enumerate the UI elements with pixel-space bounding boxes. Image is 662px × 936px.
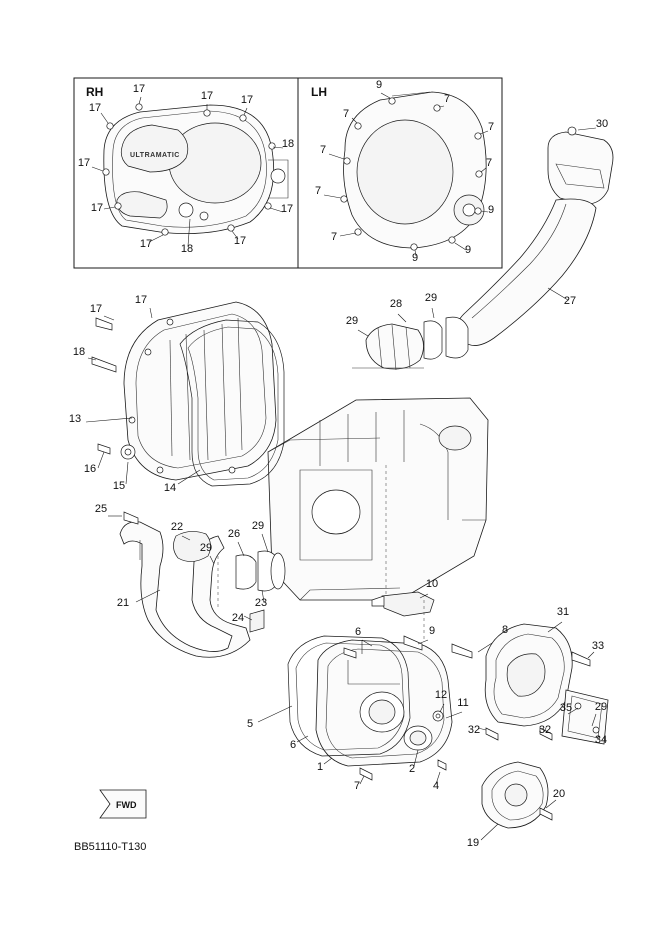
callout-17: 17 [280, 203, 294, 215]
callout-29: 29 [424, 292, 438, 304]
callout-7: 7 [314, 185, 322, 197]
fwd-arrow [100, 790, 146, 818]
callout-32: 32 [467, 724, 481, 736]
callout-7: 7 [485, 157, 493, 169]
part-code: BB51110-T130 [74, 841, 147, 853]
callout-11: 11 [457, 697, 469, 709]
callout-9: 9 [464, 244, 472, 256]
callout-32: 32 [538, 724, 552, 736]
callout-9: 9 [375, 79, 383, 91]
callout-2: 2 [408, 763, 416, 775]
lh-cover-boss [357, 120, 453, 224]
callout-5: 5 [246, 718, 254, 730]
callout-8: 8 [501, 624, 509, 636]
callout-6: 6 [289, 739, 297, 751]
rh-inset-illustration [92, 97, 288, 246]
fwd-label: FWD [116, 800, 137, 810]
callout-17: 17 [240, 94, 254, 106]
callout-9: 9 [428, 625, 436, 637]
intake-duct-assembly [108, 512, 285, 657]
callout-17: 17 [90, 202, 104, 214]
callout-35: 35 [559, 702, 573, 714]
inset-label-lh: LH [311, 85, 327, 99]
callout-28: 28 [389, 298, 403, 310]
callout-21: 21 [116, 597, 130, 609]
callout-12: 12 [434, 689, 448, 701]
callout-9: 9 [411, 252, 419, 264]
callout-7: 7 [353, 780, 361, 792]
callout-29: 29 [199, 542, 213, 554]
callout-16: 16 [83, 463, 97, 475]
callout-1: 1 [316, 761, 324, 773]
callout-9: 9 [487, 204, 495, 216]
callout-17: 17 [233, 235, 247, 247]
engine-case-outline [268, 398, 488, 600]
callout-17: 17 [200, 90, 214, 102]
callout-7: 7 [330, 231, 338, 243]
callout-18: 18 [281, 138, 295, 150]
callout-7: 7 [487, 121, 495, 133]
callout-17: 17 [134, 294, 148, 306]
callout-29: 29 [251, 520, 265, 532]
left-crankcase-cover-assembly [83, 302, 284, 486]
callout-15: 15 [112, 480, 126, 492]
callout-31: 31 [556, 606, 570, 618]
callout-30: 30 [595, 118, 609, 130]
inset-label-rh: RH [86, 85, 104, 99]
callout-26: 26 [227, 528, 241, 540]
cover-emboss-text: ULTRAMATIC [130, 152, 180, 159]
callout-22: 22 [170, 521, 184, 533]
air-tube-assembly [352, 308, 468, 370]
callout-29: 29 [594, 701, 608, 713]
callout-17: 17 [139, 238, 153, 250]
callout-13: 13 [68, 413, 82, 425]
callout-6: 6 [354, 626, 362, 638]
callout-14: 14 [163, 482, 177, 494]
callout-7: 7 [443, 93, 451, 105]
callout-7: 7 [342, 108, 350, 120]
callout-18: 18 [180, 243, 194, 255]
callout-17: 17 [89, 303, 103, 315]
callout-17: 17 [132, 83, 146, 95]
callout-7: 7 [319, 144, 327, 156]
callout-10: 10 [425, 578, 439, 590]
callout-20: 20 [552, 788, 566, 800]
callout-27: 27 [563, 295, 577, 307]
callout-17: 17 [88, 102, 102, 114]
callout-25: 25 [94, 503, 108, 515]
callout-4: 4 [432, 780, 440, 792]
callout-18: 18 [72, 346, 86, 358]
callout-24: 24 [231, 612, 245, 624]
callout-33: 33 [591, 640, 605, 652]
callout-19: 19 [466, 837, 480, 849]
right-crankcase-cover-assembly [258, 636, 462, 784]
callout-23: 23 [254, 597, 268, 609]
callout-17: 17 [77, 157, 91, 169]
callout-34: 34 [594, 734, 608, 746]
callout-29: 29 [345, 315, 359, 327]
